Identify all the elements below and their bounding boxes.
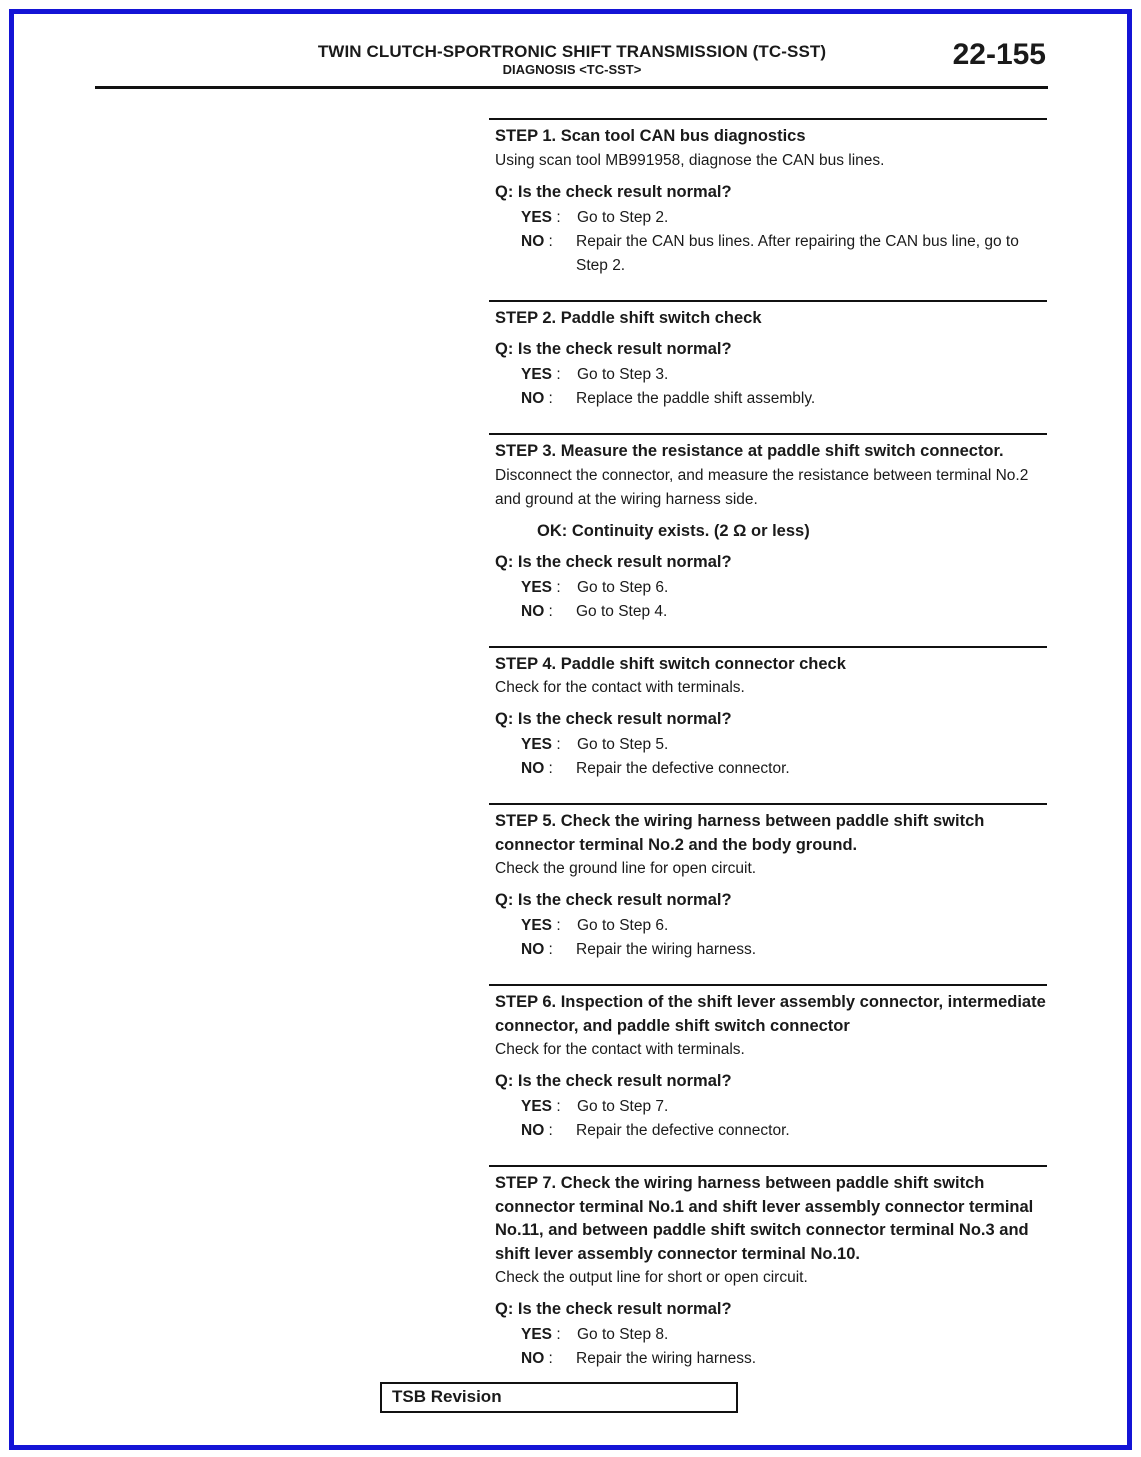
tsb-revision-box: TSB Revision: [380, 1382, 738, 1413]
yes-label: YES: [521, 917, 553, 934]
answer-yes: YES : Go to Step 5.: [495, 733, 1047, 757]
yes-label: YES: [521, 1326, 553, 1343]
yes-label: YES: [521, 1098, 553, 1115]
no-label: NO: [521, 390, 545, 407]
step-title: STEP 3. Measure the resistance at paddle shift switch connector.: [495, 442, 1004, 460]
answer-yes: YES : Go to Step 6.: [495, 914, 1047, 938]
answers: [495, 363, 1047, 411]
yes-label: YES: [521, 736, 553, 753]
answer-no: NO : Go to Step 4.: [495, 600, 1047, 624]
answers: [495, 1095, 1047, 1143]
step-description: Check the output line for short or open circuit.: [495, 1269, 808, 1286]
no-text: Repair the wiring harness.: [576, 941, 757, 958]
answer-yes: YES : Go to Step 8.: [495, 1323, 1047, 1347]
no-label: NO: [521, 941, 545, 958]
step-description: Using scan tool MB991958, diagnose the CAN bus lines.: [495, 151, 885, 169]
no-text: Repair the CAN bus lines. After repairing the CAN bus line, go to Step 2.: [576, 232, 1019, 274]
step-question: Q: Is the check result normal?: [495, 1300, 732, 1318]
answer-no: NO : Repair the wiring harness.: [495, 938, 1047, 962]
page-number: 22-155: [952, 38, 1046, 71]
yes-text: Go to Step 6.: [577, 578, 669, 596]
yes-text: Go to Step 7.: [577, 1098, 669, 1115]
step-1: [489, 118, 1047, 278]
ok-criteria: OK: Continuity exists. (2 Ω or less): [537, 521, 810, 540]
step-5: [489, 803, 1047, 962]
yes-text: Go to Step 8.: [577, 1326, 669, 1343]
step-title: STEP 7. Check the wiring harness between paddle shift switch connector terminal No.1 and shift lever assembly connector terminal No.11, and between paddle shift switch connector terminal No.3 and shift lever assembly connector terminal No.10.: [495, 1174, 1034, 1263]
section-subtitle: DIAGNOSIS <TC-SST>: [502, 62, 642, 77]
section-title: TWIN CLUTCH-SPORTRONIC SHIFT TRANSMISSION (TC-SST): [317, 42, 827, 61]
answers: [495, 914, 1047, 962]
yes-text: Go to Step 2.: [577, 208, 669, 226]
no-label: NO: [521, 232, 545, 250]
answer-yes: YES : Go to Step 3.: [495, 363, 1047, 387]
no-label: NO: [521, 1350, 545, 1367]
answers: [495, 733, 1047, 781]
no-label: NO: [521, 760, 545, 777]
step-question: Q: Is the check result normal?: [495, 552, 732, 571]
step-title: STEP 4. Paddle shift switch connector check: [495, 654, 846, 673]
no-text: Go to Step 4.: [576, 602, 668, 620]
step-title: STEP 2. Paddle shift switch check: [495, 308, 762, 327]
answer-yes: YES : Go to Step 7.: [495, 1095, 1047, 1119]
answer-no: NO : Repair the defective connector.: [495, 757, 1047, 781]
step-4: [489, 646, 1047, 782]
answers: [495, 576, 1047, 624]
step-question: Q: Is the check result normal?: [495, 1072, 732, 1090]
yes-text: Go to Step 3.: [577, 366, 669, 383]
step-2: [489, 300, 1047, 412]
no-text: Repair the defective connector.: [576, 760, 790, 777]
step-3: [489, 433, 1047, 624]
step-7: [489, 1165, 1047, 1371]
answer-yes: YES : Go to Step 6.: [495, 576, 1047, 600]
page-header: [95, 34, 1048, 89]
no-label: NO: [521, 602, 545, 620]
no-label: NO: [521, 1122, 545, 1139]
yes-text: Go to Step 6.: [577, 917, 669, 934]
yes-label: YES: [521, 208, 553, 226]
answer-yes: YES : Go to Step 2.: [495, 206, 1047, 230]
step-description: Check the ground line for open circuit.: [495, 860, 757, 877]
yes-label: YES: [521, 578, 553, 596]
answers: [495, 206, 1047, 278]
no-text: Replace the paddle shift assembly.: [576, 390, 816, 407]
no-text: Repair the defective connector.: [576, 1122, 790, 1139]
step-description: Disconnect the connector, and measure the resistance between terminal No.2 and ground at the wiring harness side.: [495, 466, 1029, 508]
step-title: STEP 5. Check the wiring harness between paddle shift switch connector terminal No.2 and the body ground.: [495, 812, 985, 854]
step-question: Q: Is the check result normal?: [495, 710, 732, 728]
answers: [495, 1323, 1047, 1371]
step-question: Q: Is the check result normal?: [495, 340, 732, 358]
answer-no: NO : Repair the defective connector.: [495, 1119, 1047, 1143]
answer-no: NO : Repair the wiring harness.: [495, 1347, 1047, 1371]
step-description: Check for the contact with terminals.: [495, 679, 745, 696]
yes-text: Go to Step 5.: [577, 736, 669, 753]
answer-no: NO : Repair the CAN bus lines. After repairing the CAN bus line, go to Step 2.: [495, 230, 1047, 278]
step-question: Q: Is the check result normal?: [495, 891, 732, 909]
diagnosis-steps: [489, 118, 1047, 1393]
yes-label: YES: [521, 366, 553, 383]
step-description: Check for the contact with terminals.: [495, 1041, 745, 1058]
step-title: STEP 1. Scan tool CAN bus diagnostics: [495, 127, 806, 145]
no-text: Repair the wiring harness.: [576, 1350, 757, 1367]
step-question: Q: Is the check result normal?: [495, 182, 732, 201]
step-6: [489, 984, 1047, 1143]
answer-no: NO : Replace the paddle shift assembly.: [495, 387, 1047, 411]
step-title: STEP 6. Inspection of the shift lever assembly connector, intermediate connector, and paddle shift switch connector: [495, 993, 1046, 1035]
